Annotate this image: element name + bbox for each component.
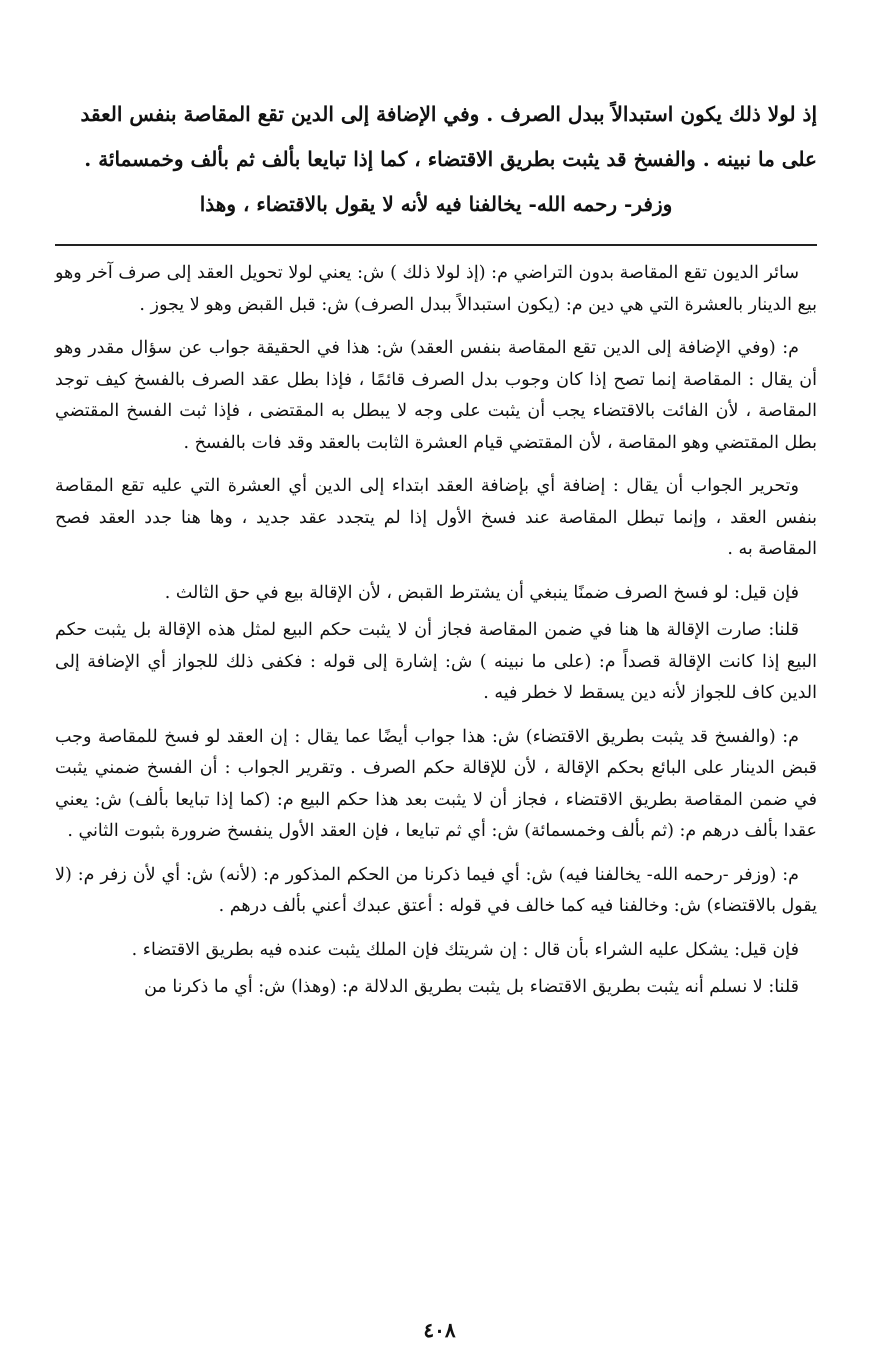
main-text [55,92,817,227]
commentary-paragraph: قلنا: صارت الإقالة ها هنا في ضمن المقاصة فجاز أن لا يثبت حكم البيع لمثل هذه الإقالة بل يثبت حكم البيع إذا كانت الإقالة قصداً م: (على ما نبينه ) ش: إشارة إلى قوله : فكفى ذلك للجواز أي الإضافة إلى الدين كاف للجواز لأنه دين يسقط لا خطر فيه . [55,620,817,703]
main-text-line: وزفر- رحمه الله- يخالفنا فيه لأنه لا يقول بالاقتضاء ، وهذا [199,192,673,216]
commentary-paragraph: فإن قيل: يشكل عليه الشراء بأن قال : إن شريتك فإن الملك يثبت عنده فيه بطريق الاقتضاء . [131,939,799,960]
commentary-paragraph: سائر الديون تقع المقاصة بدون التراضي م: (إذ لولا ذلك ) ش: يعني لولا تحويل العقد إلى صرف آخر وهو بيع الدينار بالعشرة التي هي دين م: (يكون استبدالاً ببدل الصرف) ش: قبل القبض وهو لا يجوز . [55,263,817,315]
separator-line [55,244,817,246]
main-text-line: إذ لولا ذلك يكون استبدالاً ببدل الصرف . وفي الإضافة إلى الدين تقع المقاصة بنفس العقد [80,102,817,126]
commentary-paragraph: فإن قيل: لو فسخ الصرف ضمنًا ينبغي أن يشترط القبض ، لأن الإقالة بيع في حق الثالث . [164,582,799,603]
main-text-line: على ما نبينه . والفسخ قد يثبت بطريق الاقتضاء ، كما إذا تبايعا بألف ثم بألف وخمسمائة . [84,147,817,171]
commentary-paragraph: قلنا: لا نسلم أنه يثبت بطريق الاقتضاء بل يثبت بطريق الدلالة م: (وهذا) ش: أي ما ذكرنا من [144,977,799,997]
commentary-paragraph: م: (وزفر -رحمه الله- يخالفنا فيه) ش: أي فيما ذكرنا من الحكم المذكور م: (لأنه) ش: أي لأن زفر م: (لا يقول بالاقتضاء) ش: وخالفنا فيه كما خالف في قوله : أعتق عبدك أعني بألف درهم . [55,864,817,916]
page-number: ٤٠٨ [423,1318,456,1342]
commentary-paragraph: وتحرير الجواب أن يقال : إضافة أي بإضافة العقد ابتداء إلى الدين أي العشرة التي عليه تقع المقاصة بنفس العقد ، وإنما تبطل المقاصة عند فسخ الأول إذا لم يتجدد عقد جديد ، وها هنا جدد العقد فصح المقاصة به . [55,476,817,559]
commentary-text [55,258,817,1016]
commentary-paragraph: م: (وفي الإضافة إلى الدين تقع المقاصة بنفس العقد) ش: هذا في الحقيقة جواب عن سؤال مقدر وهو أن يقال : المقاصة إنما تصح إذا كان وجوب بدل الصرف قائمًا ، فإذا بطل عقد الصرف بالفسخ كيف توجد المقاصة ، لأن الفائت بالاقتضاء يجب أن يثبت على وجه لا يبطل به المقتضى ، فإذا ثبت الفسخ المقتضي بطل المقتضي وهو المقاصة ، لأن المقتضي قيام العشرة الثابت بالعقد وقد فات بالفسخ . [55,338,817,453]
commentary-paragraph: م: (والفسخ قد يثبت بطريق الاقتضاء) ش: هذا جواب أيضًا عما يقال : إن العقد لو فسخ للمقاصة وجب قبض الدينار على البائع بحكم الإقالة ، لأن للإقالة حكم الصرف . وتقرير الجواب : أن الفسخ ضمني يثبت في ضمن المقاصة بطريق الاقتضاء ، فجاز أن لا يثبت بعد هذا حكم البيع م: (كما إذا تبايعا بألف) ش: يعني عقدا بألف درهم م: (ثم بألف وخمسمائة) ش: أي ثم تبايعا ، فإن العقد الأول ينفسخ ضرورة بثبوت الثاني . [55,726,817,841]
